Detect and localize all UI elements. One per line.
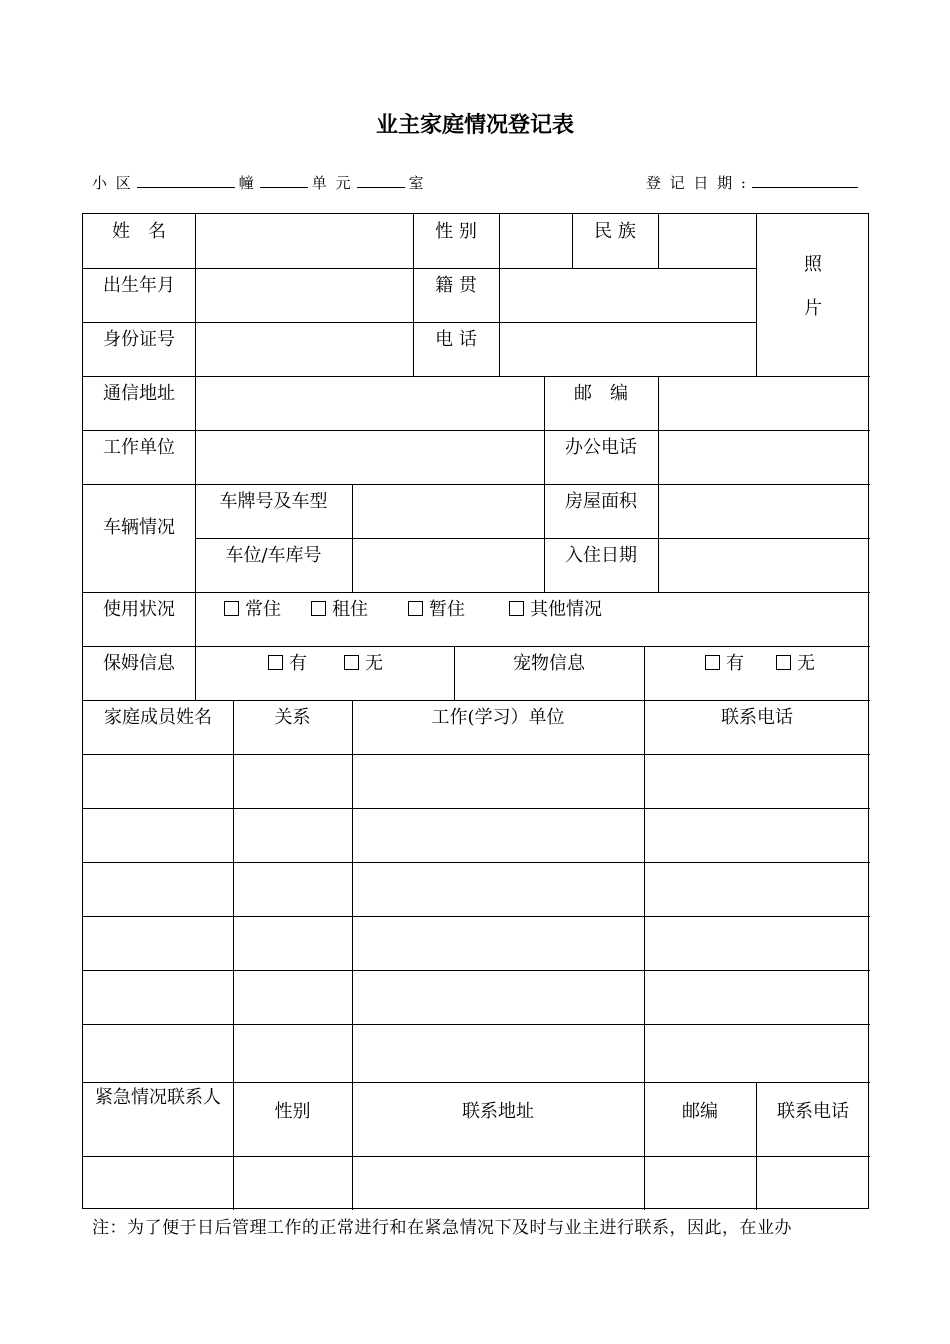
usage-label: 使用状况 [103,599,175,620]
address-meta [92,172,426,193]
native-label: 籍 贯 [435,275,477,296]
emergency-header-gender: 性别 [274,1101,311,1122]
checkbox-icon[interactable] [268,655,283,670]
usage-option-rent[interactable]: 租住 [311,597,368,623]
reg-date-label: 登 记 日 期 : [645,174,748,192]
checkbox-icon[interactable] [311,601,326,616]
page-title: 业主家庭情况登记表 [375,113,574,138]
garage-label: 车位/车库号 [225,545,322,566]
emergency-header-contact: 紧急情况联系人 [95,1087,221,1108]
family-row[interactable] [83,1024,870,1082]
emergency-header-postcode: 邮编 [682,1101,718,1122]
vehicle-label: 车辆情况 [103,517,175,538]
plate-label: 车牌号及车型 [219,491,328,512]
building-label: 幢 [238,174,256,192]
family-row[interactable] [83,808,870,862]
family-row[interactable] [83,916,870,970]
family-header-relation: 关系 [274,707,311,728]
nanny-no-option[interactable]: 无 [344,651,383,677]
area-label: 房屋面积 [565,491,637,512]
pet-options [645,646,870,700]
address-input[interactable] [196,376,544,430]
name-input[interactable] [196,214,413,268]
unit-label: 单 元 [311,174,353,192]
room-label: 室 [408,174,426,192]
move-in-input[interactable] [659,538,870,592]
gender-label: 性 别 [435,221,477,242]
building-field[interactable] [260,173,308,188]
photo-box[interactable] [756,214,870,376]
postcode-label: 邮 编 [574,383,628,404]
phone-input[interactable] [500,322,756,376]
native-input[interactable] [500,268,756,322]
name-label: 姓 名 [112,221,166,242]
workplace-label: 工作单位 [103,437,175,458]
registration-form [82,213,869,1209]
checkbox-icon[interactable] [776,655,791,670]
birth-input[interactable] [196,268,413,322]
family-header-name: 家庭成员姓名 [104,707,212,728]
usage-option-temporary[interactable]: 暂住 [408,597,465,623]
ethnicity-input[interactable] [659,214,756,268]
unit-field[interactable] [357,173,405,188]
workplace-input[interactable] [196,430,544,484]
id-label: 身份证号 [103,329,175,350]
checkbox-icon[interactable] [509,601,524,616]
id-input[interactable] [196,322,413,376]
footnote: 注：为了便于日后管理工作的正常进行和在紧急情况下及时与业主进行联系，因此，在业办 [92,1218,792,1238]
community-field[interactable] [137,173,235,188]
birth-label: 出生年月 [103,275,175,296]
nanny-label: 保姆信息 [103,653,175,674]
phone-label: 电 话 [435,329,477,350]
address-label: 通信地址 [103,383,175,404]
postcode-input[interactable] [659,376,870,430]
family-header-phone: 联系电话 [721,707,793,728]
pet-label: 宠物信息 [513,653,585,674]
photo-label-2: 片 [804,298,822,319]
pet-yes-option[interactable]: 有 [705,651,744,677]
checkbox-icon[interactable] [224,601,239,616]
checkbox-icon[interactable] [705,655,720,670]
family-row[interactable] [83,970,870,1024]
move-in-label: 入住日期 [565,545,637,566]
ethnicity-label: 民 族 [594,221,636,242]
nanny-options [196,646,454,700]
photo-label-1: 照 [804,254,822,275]
pet-no-option[interactable]: 无 [776,651,815,677]
family-row[interactable] [83,862,870,916]
family-row[interactable] [83,754,870,808]
garage-input[interactable] [353,538,544,592]
emergency-header-address: 联系地址 [462,1101,534,1122]
usage-option-resident[interactable]: 常住 [224,597,281,623]
usage-option-other[interactable]: 其他情况 [509,597,602,623]
family-header-workplace: 工作(学习）单位 [431,707,565,728]
reg-date-field[interactable] [752,173,858,188]
emergency-row[interactable] [83,1156,870,1210]
area-input[interactable] [659,484,870,538]
community-label: 小 区 [92,174,133,192]
office-phone-label: 办公电话 [565,437,637,458]
reg-date-meta [646,172,858,193]
emergency-header-phone: 联系电话 [777,1101,849,1122]
gender-input[interactable] [500,214,572,268]
usage-options [196,592,870,646]
office-phone-input[interactable] [659,430,870,484]
nanny-yes-option[interactable]: 有 [268,651,307,677]
plate-input[interactable] [353,484,544,538]
checkbox-icon[interactable] [344,655,359,670]
checkbox-icon[interactable] [408,601,423,616]
